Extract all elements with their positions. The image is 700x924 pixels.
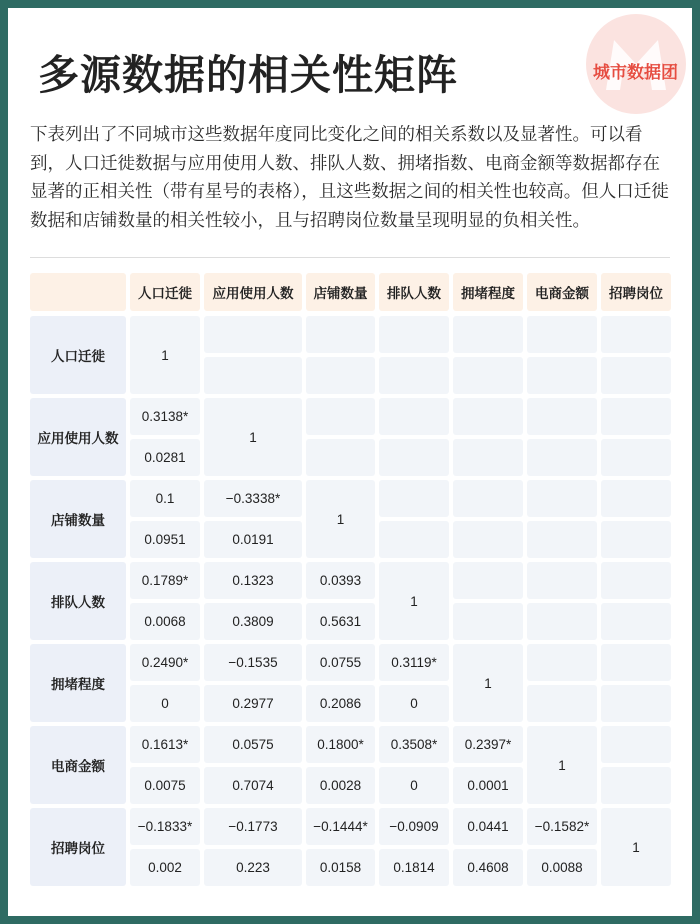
row-header: 招聘岗位 <box>30 808 126 886</box>
correlation-coefficient: 0.1789* <box>130 562 200 599</box>
correlation-coefficient: 0.0393 <box>306 562 375 599</box>
empty-cell <box>601 603 671 640</box>
significance-value: 0.0281 <box>130 439 200 476</box>
correlation-coefficient: 0.1613* <box>130 726 200 763</box>
correlation-coefficient: 0.3138* <box>130 398 200 435</box>
empty-cell <box>453 521 523 558</box>
significance-value: 0.0191 <box>204 521 302 558</box>
significance-value: 0.002 <box>130 849 200 886</box>
empty-cell <box>306 398 375 435</box>
logo-text: 城市数据团 <box>593 63 678 83</box>
diagonal-cell: 1 <box>601 808 671 886</box>
column-header: 应用使用人数 <box>204 273 302 311</box>
significance-value: 0.3809 <box>204 603 302 640</box>
significance-value: 0 <box>379 685 449 722</box>
significance-value: 0.5631 <box>306 603 375 640</box>
empty-cell <box>379 398 449 435</box>
significance-value: 0.0158 <box>306 849 375 886</box>
significance-value: 0.0001 <box>453 767 523 804</box>
empty-cell <box>601 521 671 558</box>
column-header: 招聘岗位 <box>601 273 671 311</box>
empty-cell <box>527 480 597 517</box>
significance-value: 0 <box>130 685 200 722</box>
diagonal-cell: 1 <box>453 644 523 722</box>
empty-cell <box>453 316 523 353</box>
correlation-coefficient: 0.3508* <box>379 726 449 763</box>
empty-cell <box>601 480 671 517</box>
correlation-coefficient: −0.1833* <box>130 808 200 845</box>
empty-cell <box>527 603 597 640</box>
correlation-coefficient: 0.0755 <box>306 644 375 681</box>
empty-cell <box>306 439 375 476</box>
empty-cell <box>601 726 671 763</box>
empty-cell <box>527 644 597 681</box>
empty-cell <box>379 316 449 353</box>
significance-value: 0.7074 <box>204 767 302 804</box>
empty-cell <box>379 357 449 394</box>
row-header: 店铺数量 <box>30 480 126 558</box>
significance-value: 0.0075 <box>130 767 200 804</box>
empty-cell <box>601 439 671 476</box>
column-header: 拥堵程度 <box>453 273 523 311</box>
empty-cell <box>527 357 597 394</box>
correlation-coefficient: 0.2397* <box>453 726 523 763</box>
empty-cell <box>453 398 523 435</box>
correlation-coefficient: −0.0909 <box>379 808 449 845</box>
diagonal-cell: 1 <box>527 726 597 804</box>
significance-value: 0.0068 <box>130 603 200 640</box>
significance-value: 0.0951 <box>130 521 200 558</box>
correlation-coefficient: −0.1773 <box>204 808 302 845</box>
diagonal-cell: 1 <box>130 316 200 394</box>
content-card <box>8 8 692 916</box>
empty-cell <box>601 685 671 722</box>
empty-cell <box>453 603 523 640</box>
significance-value: 0.0088 <box>527 849 597 886</box>
correlation-coefficient: 0.0441 <box>453 808 523 845</box>
correlation-coefficient: 0.1 <box>130 480 200 517</box>
correlation-coefficient: 0.0575 <box>204 726 302 763</box>
empty-cell <box>453 480 523 517</box>
row-header: 拥堵程度 <box>30 644 126 722</box>
diagonal-cell: 1 <box>379 562 449 640</box>
empty-cell <box>379 480 449 517</box>
empty-cell <box>601 398 671 435</box>
column-header: 人口迁徙 <box>130 273 200 311</box>
significance-value: 0 <box>379 767 449 804</box>
empty-cell <box>601 357 671 394</box>
significance-value: 0.1814 <box>379 849 449 886</box>
divider <box>30 257 670 258</box>
correlation-coefficient: 0.2490* <box>130 644 200 681</box>
empty-cell <box>601 562 671 599</box>
empty-cell <box>306 357 375 394</box>
correlation-coefficient: 0.1800* <box>306 726 375 763</box>
empty-cell <box>601 316 671 353</box>
column-header: 电商金额 <box>527 273 597 311</box>
diagonal-cell: 1 <box>204 398 302 476</box>
correlation-coefficient: 0.1323 <box>204 562 302 599</box>
column-header: 店铺数量 <box>306 273 375 311</box>
description-paragraph: 下表列出了不同城市这些数据年度同比变化之间的相关系数以及显著性。可以看到，人口迁徙数据与应用使用人数、排队人数、拥堵指数、电商金额等数据都存在显著的正相关性（带有星号的表格），且这些数据之间的相关性也较高。但人口迁徙数据和店铺数量的相关性较小，且与招聘岗位数量呈现明显的负相关性。 <box>30 125 669 231</box>
row-header: 应用使用人数 <box>30 398 126 476</box>
empty-cell <box>527 521 597 558</box>
correlation-coefficient: 0.3119* <box>379 644 449 681</box>
empty-cell <box>601 767 671 804</box>
empty-cell <box>379 521 449 558</box>
correlation-coefficient: −0.3338* <box>204 480 302 517</box>
brand-logo <box>576 12 686 122</box>
correlation-coefficient: −0.1582* <box>527 808 597 845</box>
empty-cell <box>379 439 449 476</box>
empty-cell <box>527 398 597 435</box>
significance-value: 0.4608 <box>453 849 523 886</box>
correlation-coefficient: −0.1535 <box>204 644 302 681</box>
empty-cell <box>527 316 597 353</box>
significance-value: 0.223 <box>204 849 302 886</box>
empty-cell <box>601 644 671 681</box>
empty-cell <box>453 357 523 394</box>
empty-cell <box>527 685 597 722</box>
empty-cell <box>204 357 302 394</box>
column-header: 排队人数 <box>379 273 449 311</box>
empty-cell <box>453 439 523 476</box>
significance-value: 0.2977 <box>204 685 302 722</box>
significance-value: 0.0028 <box>306 767 375 804</box>
row-header: 人口迁徙 <box>30 316 126 394</box>
empty-cell <box>204 316 302 353</box>
row-header: 排队人数 <box>30 562 126 640</box>
empty-cell <box>527 562 597 599</box>
row-header: 电商金额 <box>30 726 126 804</box>
empty-cell <box>453 562 523 599</box>
page-title: 多源数据的相关性矩阵 <box>38 51 458 99</box>
empty-cell <box>306 316 375 353</box>
significance-value: 0.2086 <box>306 685 375 722</box>
diagonal-cell: 1 <box>306 480 375 558</box>
table-corner <box>30 273 126 311</box>
empty-cell <box>527 439 597 476</box>
correlation-coefficient: −0.1444* <box>306 808 375 845</box>
